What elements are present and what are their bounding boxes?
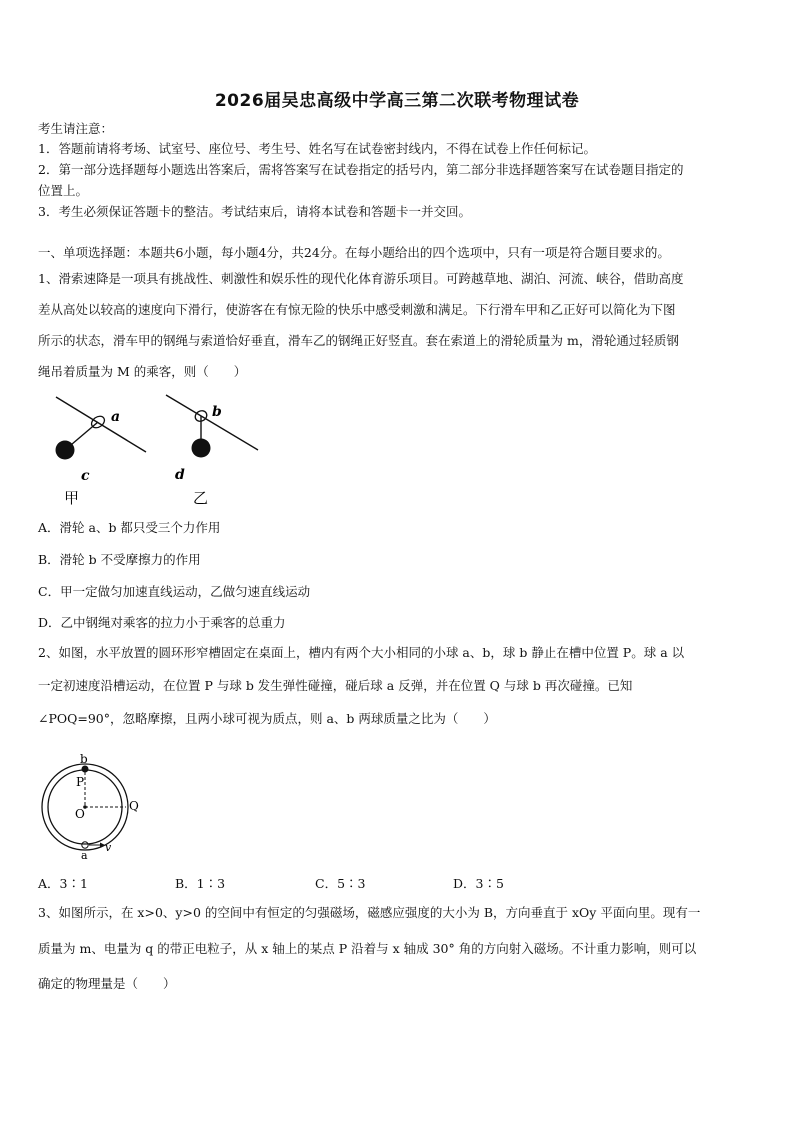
q1-text-line: 绳吊着质量为 M 的乘客，则（ ） bbox=[38, 364, 247, 379]
q2-text-line: 一定初速度沿槽运动，在位置 P 与球 b 发生弹性碰撞，碰后球 a 反弹，并在位置 Q 与球 b 再次碰撞。已知 bbox=[38, 678, 633, 693]
q1-figure bbox=[48, 390, 288, 510]
q2-option-c: C．5∶3 bbox=[315, 876, 366, 891]
section-heading: 一、单项选择题：本题共6小题，每小题4分，共24分。在每小题给出的四个选项中，只有一项是符合题目要求的。 bbox=[38, 245, 670, 260]
label-d: d bbox=[175, 467, 185, 483]
passenger-d-icon bbox=[192, 439, 211, 458]
label-a: a bbox=[111, 409, 121, 425]
q1-text-line: 差从高处以较高的速度向下滑行，使游客在有惊无险的快乐中感受刺激和满足。下行滑车甲和乙正好可以简化为下图 bbox=[38, 302, 676, 317]
q1-option-d: D．乙中钢绳对乘客的拉力小于乘客的总重力 bbox=[38, 615, 286, 630]
q2-option-d: D．3∶5 bbox=[453, 876, 504, 891]
q3-text-line: 3、如图所示，在 x>0、y>0 的空间中有恒定的匀强磁场，磁感应强度的大小为 B，方向垂直于 xOy 平面向里。现有一 bbox=[38, 905, 701, 920]
q2-text-line: ∠POQ=90°，忽略摩擦，且两小球可视为质点，则 a、b 两球质量之比为（ ） bbox=[38, 711, 496, 726]
q3-text-line: 质量为 m、电量为 q 的带正电粒子，从 x 轴上的某点 P 沿着与 x 轴成 30° 角的方向射入磁场。不计重力影响，则可以 bbox=[38, 941, 697, 956]
q1-text-line: 1、滑索速降是一项具有挑战性、刺激性和娱乐性的现代化体育游乐项目。可跨越草地、湖泊、河流、峡谷，借助高度 bbox=[38, 271, 684, 286]
label-b: b bbox=[212, 404, 222, 420]
q1-text-line: 所示的状态，滑车甲的钢绳与索道恰好垂直，滑车乙的钢绳正好竖直。套在索道上的滑轮质量为 m，滑轮通过轻质钢 bbox=[38, 333, 679, 348]
q2-option-a: A．3∶1 bbox=[38, 876, 88, 891]
q3-text-line: 确定的物理量是（ ） bbox=[38, 976, 176, 991]
notice-item: 位置上。 bbox=[38, 183, 89, 198]
label-a: a bbox=[81, 849, 88, 862]
ball-b-icon bbox=[82, 766, 89, 773]
notice-item: 2．第一部分选择题每小题选出答案后，需将答案写在试卷指定的括号内，第二部分非选择题答案写在试卷题目指定的 bbox=[38, 162, 684, 177]
notice-item: 3．考生必须保证答题卡的整洁。考试结束后，请将本试卷和答题卡一并交回。 bbox=[38, 204, 471, 219]
q2-option-b: B．1∶3 bbox=[175, 876, 226, 891]
label-p: P bbox=[76, 775, 85, 789]
label-b: b bbox=[80, 752, 88, 766]
label-q: Q bbox=[129, 799, 139, 813]
page-title: 2026届吴忠高级中学高三第二次联考物理试卷 bbox=[214, 91, 580, 111]
notice-heading: 考生请注意： bbox=[38, 121, 114, 136]
q1-option-b: B．滑轮 b 不受摩擦力的作用 bbox=[38, 552, 201, 567]
notice-item: 1．答题前请将考场、试室号、座位号、考生号、姓名写在试卷密封线内，不得在试卷上作任何标记。 bbox=[38, 141, 596, 156]
label-o: O bbox=[75, 807, 85, 821]
q1-option-c: C．甲一定做匀加速直线运动，乙做匀速直线运动 bbox=[38, 584, 311, 599]
passenger-c-icon bbox=[56, 441, 75, 460]
caption-jia: 甲 bbox=[64, 489, 80, 507]
q2-figure bbox=[38, 750, 148, 862]
label-v: v bbox=[105, 841, 112, 854]
q1-option-a: A．滑轮 a、b 都只受三个力作用 bbox=[38, 520, 221, 535]
q2-text-line: 2、如图，水平放置的圆环形窄槽固定在桌面上，槽内有两个大小相同的小球 a、b，球 b 静止在槽中位置 P。球 a 以 bbox=[38, 645, 685, 660]
caption-yi: 乙 bbox=[193, 489, 209, 507]
label-c: c bbox=[81, 468, 90, 484]
ball-a-icon bbox=[82, 842, 88, 848]
